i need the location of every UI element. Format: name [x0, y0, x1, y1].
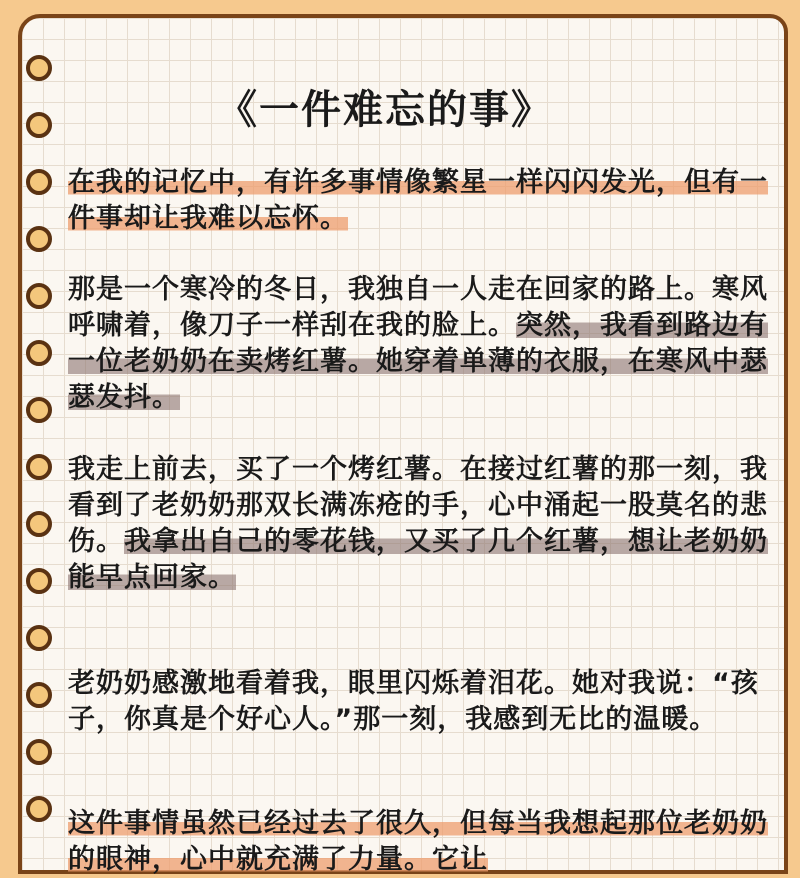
highlighted-text: 我拿出自己的零花钱，又买了几个红薯，想让老奶奶能早点回家。 [68, 526, 768, 593]
binder-ring-icon [26, 568, 52, 594]
binder-ring-icon [26, 796, 52, 822]
binder-ring-icon [26, 739, 52, 765]
paragraph-2 [68, 272, 780, 416]
binder-ring-icon [26, 625, 52, 651]
binder-ring-icon [26, 511, 52, 537]
highlighted-text: 突然，我看到路边有一位老奶奶在卖烤红薯。她穿着单薄的衣服，在寒风中瑟瑟发抖。 [68, 310, 768, 413]
paragraph-3 [68, 452, 780, 596]
notebook-page [18, 14, 788, 874]
binder-ring-icon [26, 169, 52, 195]
paragraph-text: 那是一个寒冷的冬日，我独自一人走在回家的路上。寒风呼啸着，像刀子一样刮在我的脸上。 [68, 274, 768, 341]
essay-title: 《一件难忘的事》 [217, 87, 553, 133]
binder-ring-icon [26, 226, 52, 252]
highlighted-text: 这件事情虽然已经过去了很久，但每当我想起那位老奶奶的眼神，心中就充满了力量。它让 [68, 808, 768, 875]
binder-ring-icon [26, 283, 52, 309]
paragraph-1 [68, 165, 780, 237]
binder-ring-icon [26, 454, 52, 480]
paragraph-5 [68, 806, 780, 878]
paragraph-text: 我走上前去，买了一个烤红薯。在接过红薯的那一刻，我看到了老奶奶那双长满冻疮的手，心中涌起一股莫名的悲伤。 [68, 454, 768, 557]
paragraph-4 [68, 666, 780, 738]
binder-ring-icon [26, 397, 52, 423]
highlighted-text: 在我的记忆中，有许多事情像繁星一样闪闪发光，但有一件事却让我难以忘怀。 [68, 167, 768, 234]
binder-ring-icon [26, 340, 52, 366]
binder-ring-icon [26, 682, 52, 708]
paragraph-text: 老奶奶感激地看着我，眼里闪烁着泪花。她对我说：“孩子，你真是个好心人。”那一刻，我感到无比的温暖。 [68, 668, 759, 735]
